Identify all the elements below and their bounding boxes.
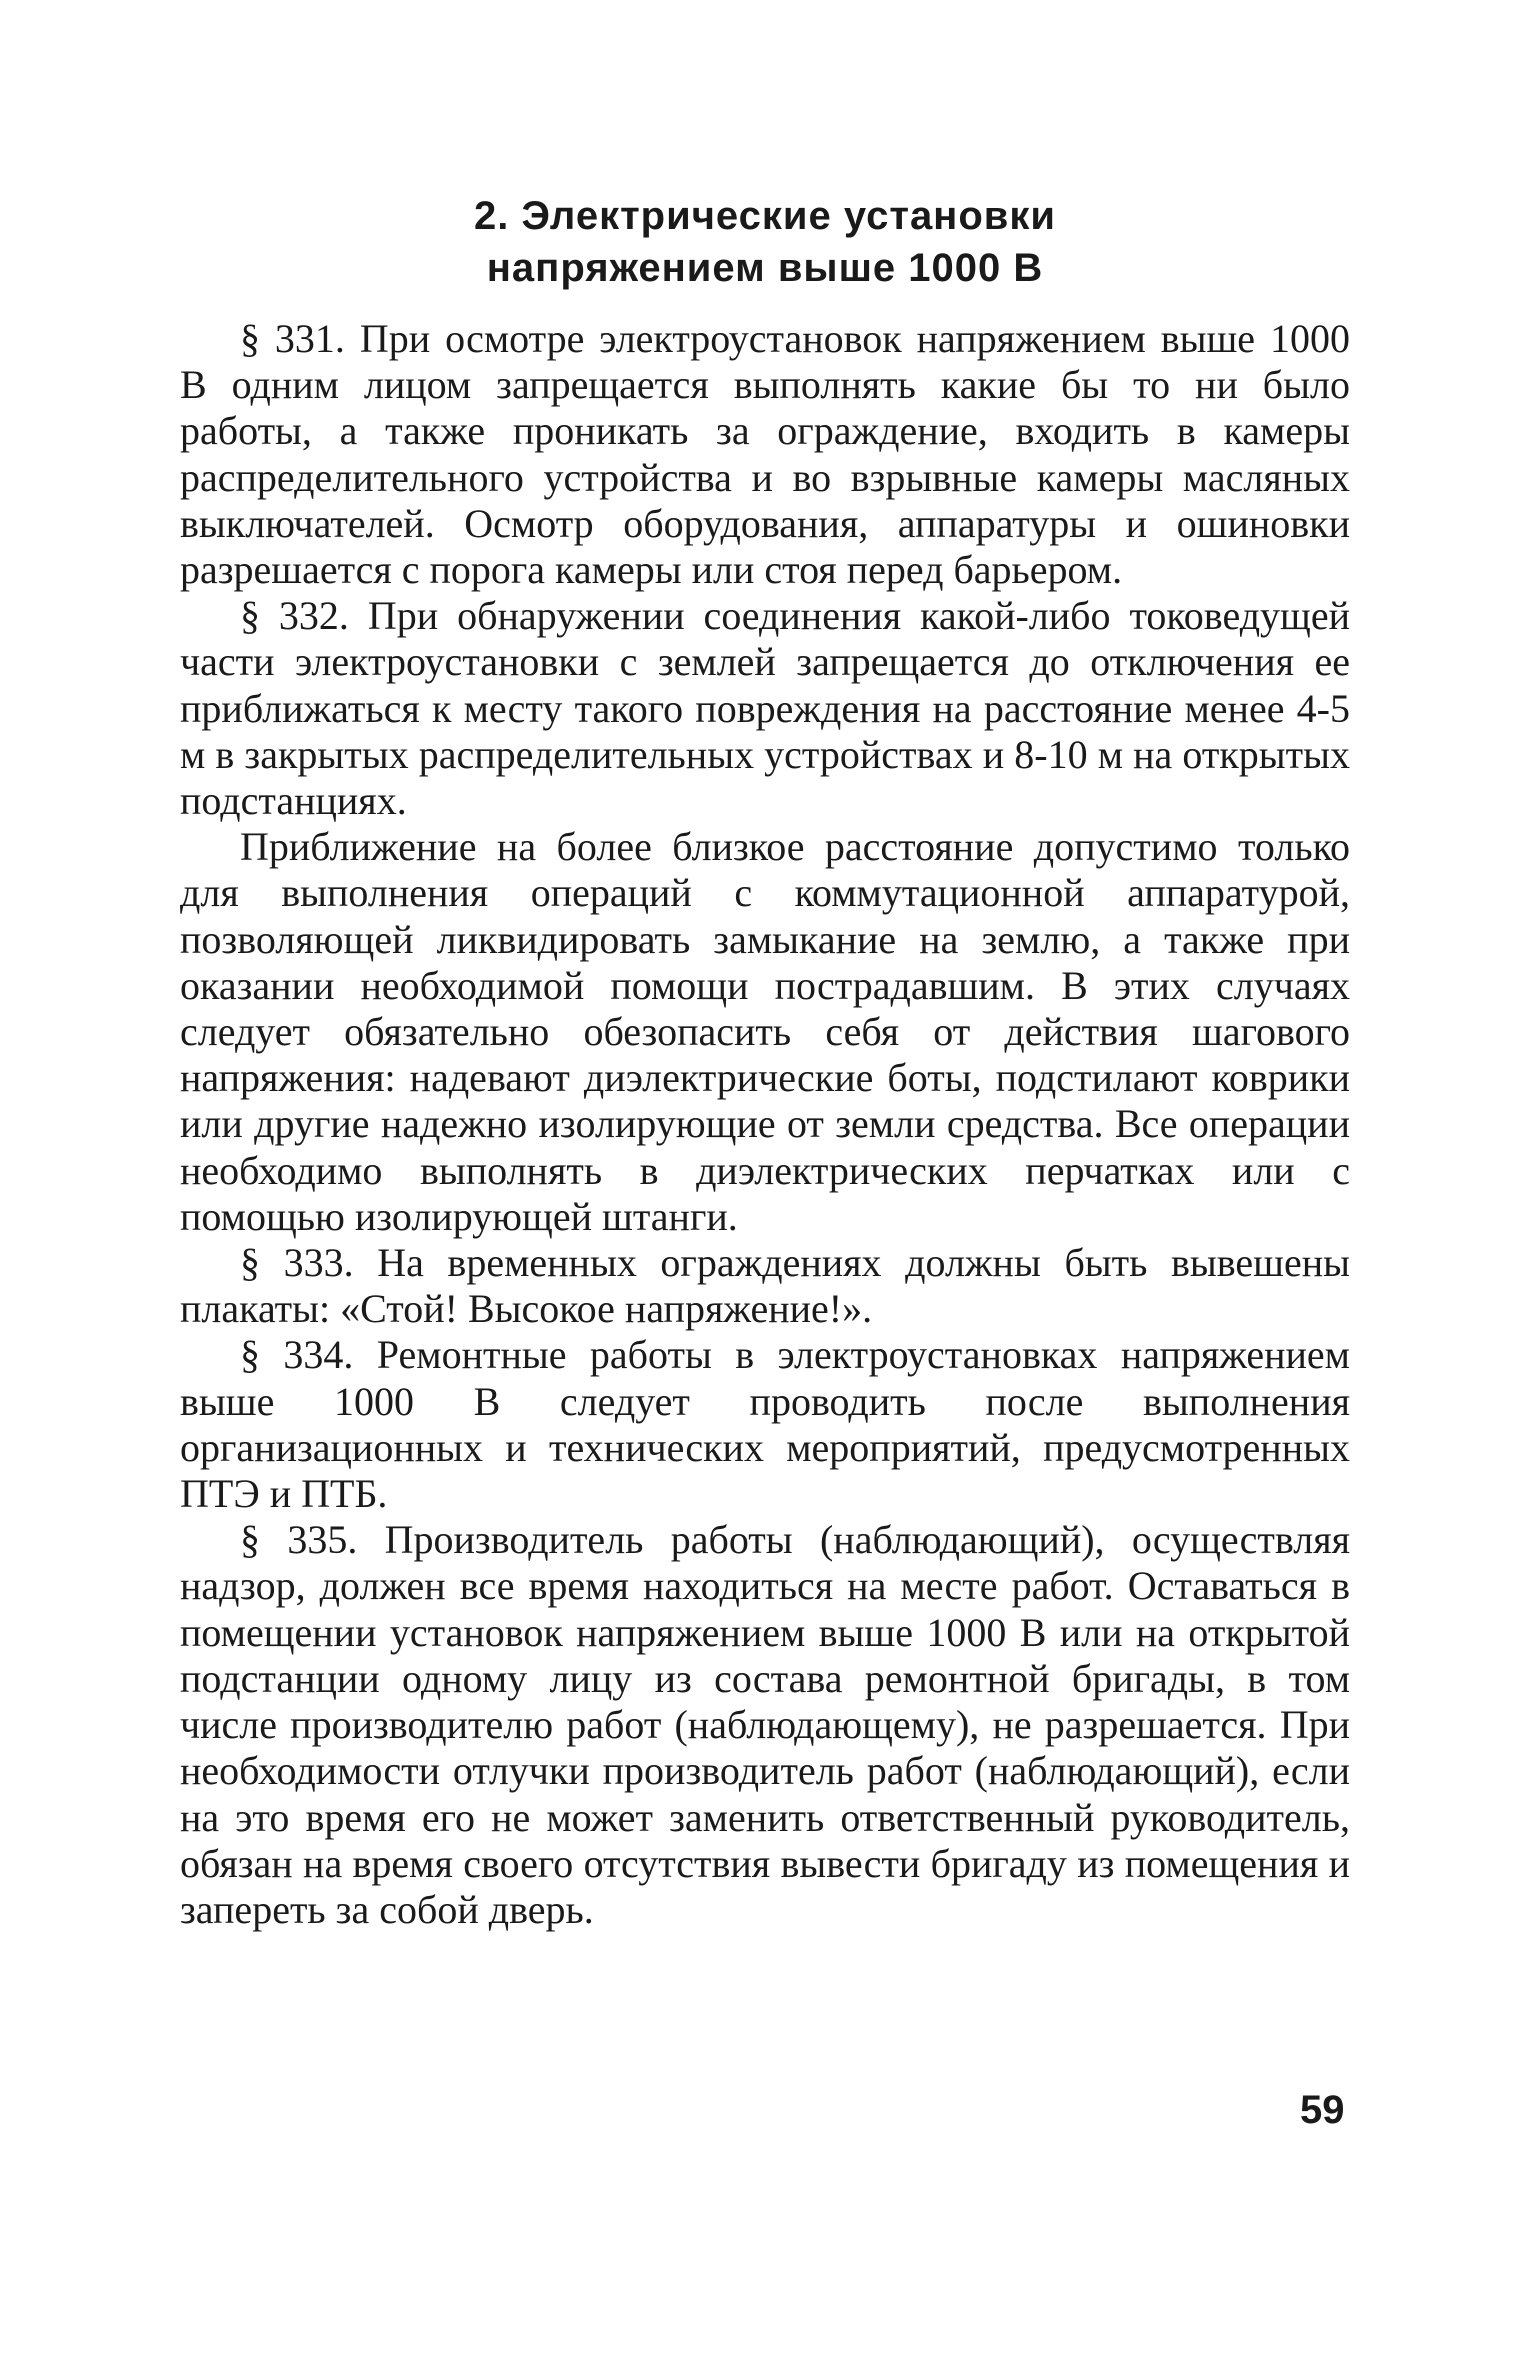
paragraph-332: § 332. При обнаружении соединения какой-либо токоведущей части электроустановки с землей запрещается до отключения ее приближаться к месту такого повреждения на расстояние менее 4-5 м в закрытых распределительных устройствах и 8-10 м на открытых подстанциях. bbox=[180, 593, 1350, 824]
paragraph-333: § 333. На временных ограждениях должны быть вывешены плакаты: «Стой! Высокое напряжение!». bbox=[180, 1240, 1350, 1332]
section-heading bbox=[180, 190, 1350, 294]
section-heading-line-2: напряжением выше 1000 В bbox=[486, 246, 1044, 290]
paragraph-335: § 335. Производитель работы (наблюдающий), осуществляя надзор, должен все время находиться на месте работ. Оставаться в помещении установок напряжением выше 1000 В или на открытой подстанции одному лицу из состава ремонтной бригады, в том числе производителю работ (наблюдающему), не разрешается. При необходимости отлучки производитель работ (наблюдающий), если на это время его не может заменить ответственный руководитель, обязан на время своего отсутствия вывести бригаду из помещения и запереть за собой дверь. bbox=[180, 1517, 1350, 1932]
page-body bbox=[180, 190, 1350, 1933]
paragraph-334: § 334. Ремонтные работы в электроустановках напряжением выше 1000 В следует проводить после выполнения организационных и технических мероприятий, предусмотренных ПТЭ и ПТБ. bbox=[180, 1332, 1350, 1517]
section-heading-line-1: 2. Электрические установки bbox=[474, 194, 1056, 238]
paragraph-approach: Приближение на более близкое расстояние допустимо только для выполнения операций с коммутационной аппаратурой, позволяющей ликвидировать замыкание на землю, а также при оказании необходимой помощи пострадавшим. В этих случаях следует обязательно обезопасить себя от действия шагового напряжения: надевают диэлектрические боты, подстилают коврики или другие надежно изолирующие от земли средства. Все операции необходимо выполнять в диэлектрических перчатках или с помощью изолирующей штанги. bbox=[180, 824, 1350, 1239]
paragraph-331: § 331. При осмотре электроустановок напряжением выше 1000 В одним лицом запрещается выполнять какие бы то ни было работы, а также проникать за ограждение, входить в камеры распределительного устройства и во взрывные камеры масляных выключателей. Осмотр оборудования, аппаратуры и ошиновки разрешается с порога камеры или стоя перед барьером. bbox=[180, 316, 1350, 593]
page-number: 59 bbox=[1300, 2088, 1345, 2132]
